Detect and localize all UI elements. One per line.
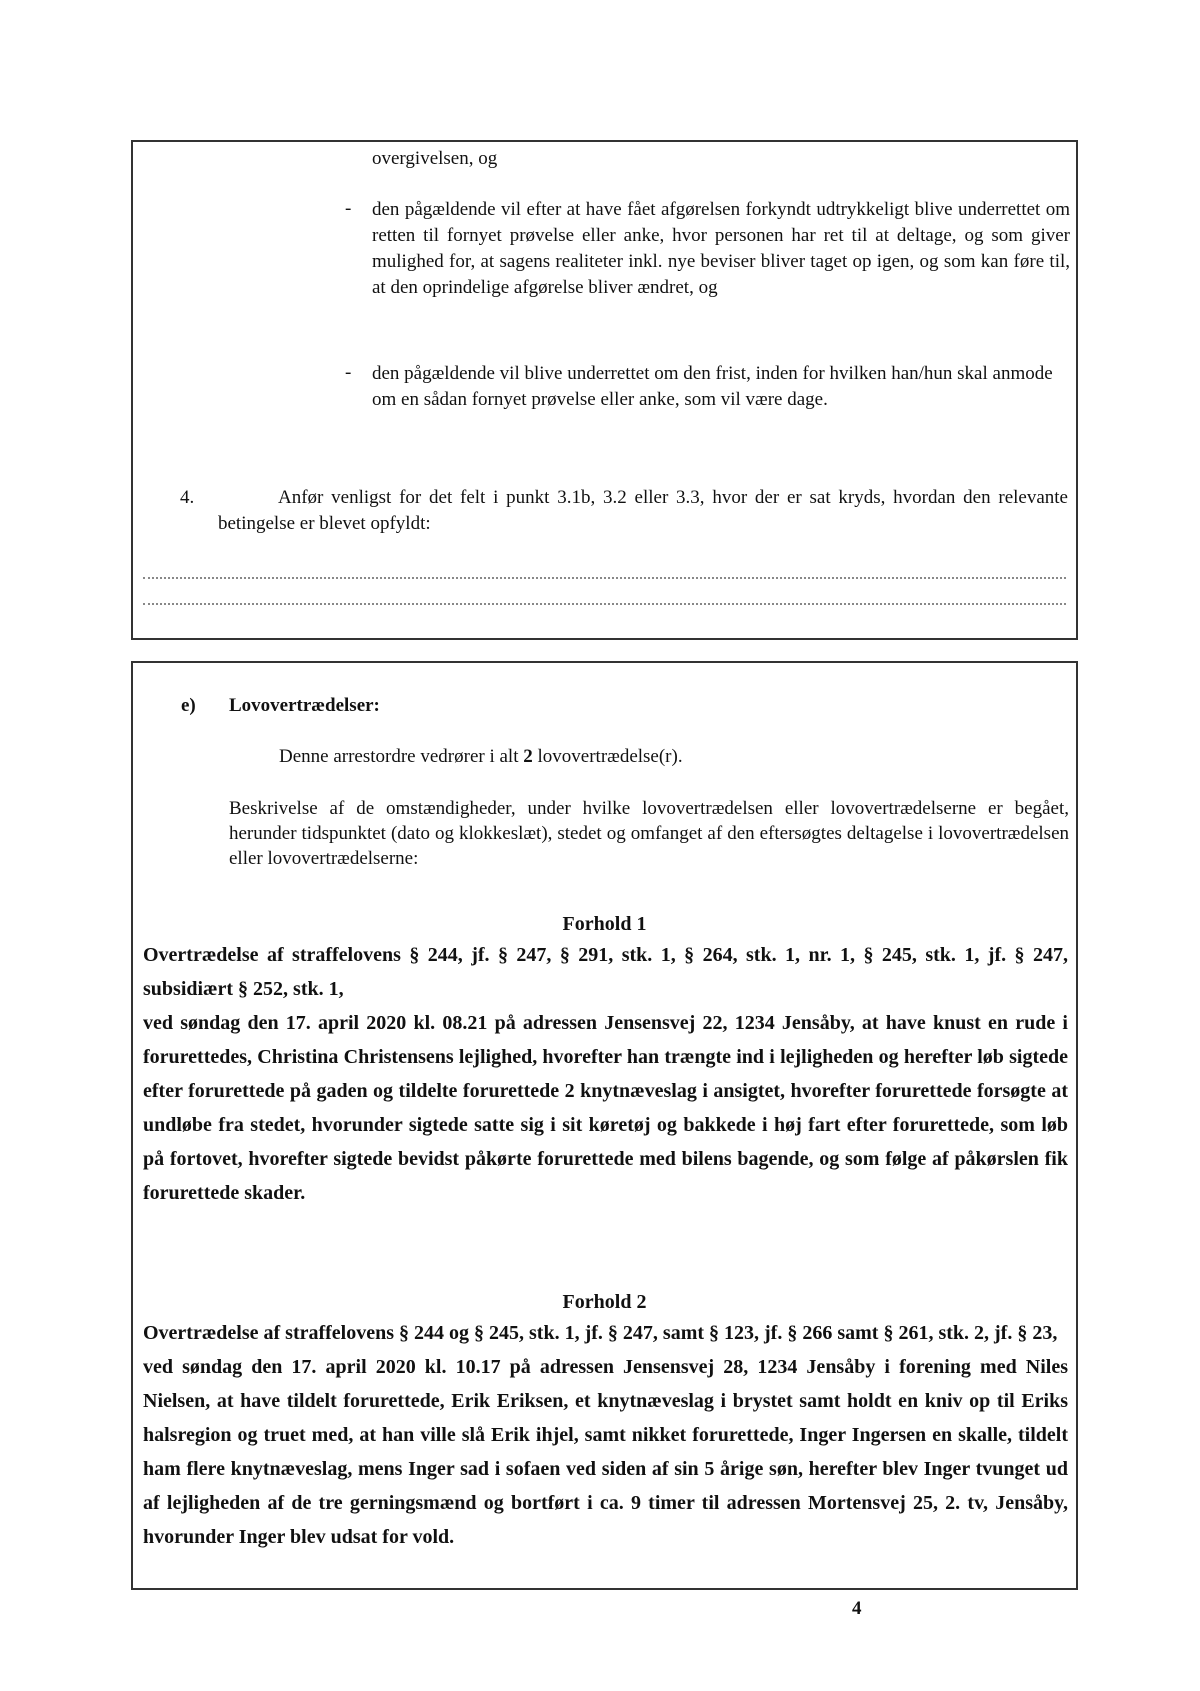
- forhold2-law-ref: Overtrædelse af straffelovens § 244 og § 245, stk. 1, jf. § 247, samt § 123, jf. § 266 samt § 261, stk. 2, jf. § 23,: [143, 1322, 1058, 1344]
- answer-line: [143, 577, 1066, 579]
- forhold1-heading: Forhold 1: [562, 913, 647, 935]
- bullet-dash: -: [345, 198, 352, 219]
- item4-question: Anfør venligst for det felt i punkt 3.1b, 3.2 eller 3.3, hvor der er sat kryds, hvordan den relevante betingelse er blevet opfyldt:: [218, 487, 1068, 534]
- continuation-line: overgivelsen, og: [372, 148, 498, 169]
- answer-line: [143, 603, 1066, 605]
- form-box-top: [131, 140, 1078, 640]
- offence-count-value: 2: [523, 746, 533, 767]
- offence-count: [279, 744, 683, 770]
- offence-count-prefix: Denne arrestordre vedrører i alt: [279, 746, 524, 767]
- offence-count-suffix: lovovertrædelse(r).: [532, 746, 683, 767]
- section-title: Lovovertrædelser:: [229, 695, 380, 716]
- bullet-dash: -: [345, 362, 352, 383]
- forhold1-law: [143, 938, 1068, 1210]
- section-letter: e): [181, 695, 196, 716]
- forhold2-law: [143, 1316, 1068, 1554]
- forhold1-description: ved søndag den 17. april 2020 kl. 08.21 på adressen Jensensvej 22, 1234 Jensåby, at have knust en rude i forurettedes, Christina Christensens lejlighed, hvorefter han trængte ind i lejligheden og herefter løb sigtede efter forurettede på gaden og tildelte forurettede 2 knytnæveslag i ansigtet, hvorefter forurettede forsøgte at undløbe fra stedet, hvorunder sigtede satte sig i sit køretøj og bakkede i høj fart efter forurettede, som løb på fortovet, hvorefter sigtede bevidst påkørte forurettede med bilens bagende, og som følge af påkørslen fik forurettede skader.: [143, 1012, 1068, 1204]
- item-number: 4.: [180, 487, 195, 508]
- forhold2-description: ved søndag den 17. april 2020 kl. 10.17 på adressen Jensensvej 28, 1234 Jensåby i forening med Niles Nielsen, at have tildelt forurettede, Erik Eriksen, et knytnæveslag i brystet samt holdt en kniv op til Eriks halsregion og truet med, at han ville slå Erik ihjel, samt nikket forurettede, Inger Ingersen en skalle, tildelt ham flere knytnæveslag, mens Inger sad i sofaen ved siden af sin 5 årige søn, herefter blev Inger tvunget ud af lejligheden af de tre gerningsmænd og bortført i ca. 9 timer til adressen Mortensvej 25, 2. tv, Jensåby, hvorunder Inger blev udsat for vold.: [143, 1356, 1068, 1548]
- bullet-appeal-right: den pågældende vil efter at have fået afgørelsen forkyndt udtrykkeligt blive underrettet om retten til fornyet prøvelse eller anke, hvor personen har ret til at deltage, og som giver mulighed for, at sagens realiteter inkl. nye beviser bliver taget op igen, og som kan føre til, at den oprindelige afgørelse bliver ændret, og: [372, 199, 1070, 298]
- page-number: 4: [852, 1598, 862, 1619]
- description-intro: Beskrivelse af de omstændigheder, under hvilke lovovertrædelsen eller lovovertrædelserne er begået, herunder tidspunktet (dato og klokkeslæt), stedet og omfanget af den eftersøgtes deltagelse i lovovertrædelsen eller lovovertrædelserne:: [229, 798, 1069, 869]
- bullet-deadline: den pågældende vil blive underrettet om den frist, inden for hvilken han/hun skal anmode om en sådan fornyet prøvelse eller anke, som vil være dage.: [372, 363, 1053, 410]
- forhold1-law-ref: Overtrædelse af straffelovens § 244, jf. § 247, § 291, stk. 1, § 264, stk. 1, nr. 1, § 245, stk. 1, jf. § 247, subsidiært § 252, stk. 1,: [143, 944, 1068, 1000]
- form-box-offences: [131, 661, 1078, 1590]
- forhold2-heading: Forhold 2: [562, 1291, 647, 1313]
